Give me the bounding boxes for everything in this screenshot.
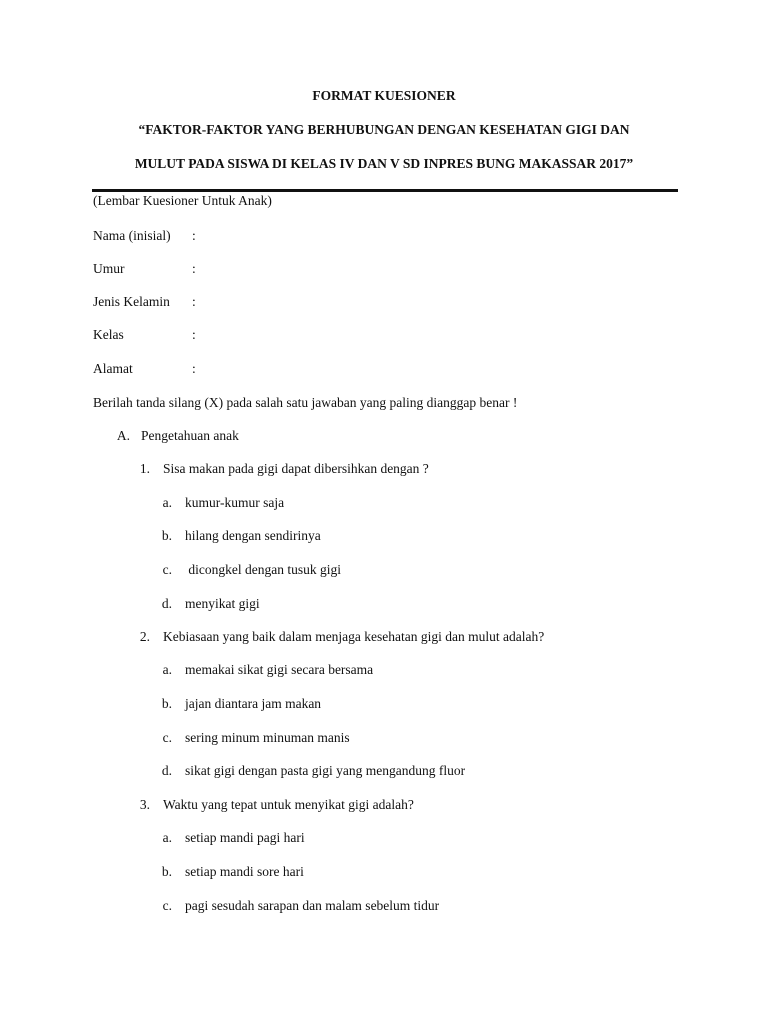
option-text: pagi sesudah sarapan dan malam sebelum tidur [185, 898, 440, 913]
study-title-line-1: “FAKTOR-FAKTOR YANG BERHUBUNGAN DENGAN KESEHATAN GIGI DAN [138, 122, 630, 137]
field-age-label: Umur [93, 261, 125, 276]
option-text: memakai sikat gigi secara bersama [185, 662, 374, 677]
section-title: Pengetahuan anak [141, 428, 239, 443]
question-text: Waktu yang tepat untuk menyikat gigi adalah? [163, 797, 414, 812]
section-marker: A. [116, 428, 130, 443]
option-marker: b. [161, 528, 172, 543]
option-text: kumur-kumur saja [185, 495, 285, 510]
option-marker: c. [162, 562, 172, 577]
field-gender-colon: : [192, 294, 196, 309]
option-marker: a. [162, 662, 172, 677]
question-number: 2. [139, 629, 150, 644]
option-text: hilang dengan sendirinya [185, 528, 321, 543]
field-address-label: Alamat [93, 361, 133, 376]
sheet-label: (Lembar Kuesioner Untuk Anak) [93, 193, 272, 208]
header-rule [92, 189, 678, 192]
option-text: sering minum minuman manis [185, 730, 350, 745]
study-title-line-2: MULUT PADA SISWA DI KELAS IV DAN V SD INPRES BUNG MAKASSAR 2017” [134, 156, 634, 171]
field-class-label: Kelas [93, 327, 124, 342]
option-text: dicongkel dengan tusuk gigi [185, 562, 341, 577]
option-marker: c. [162, 898, 172, 913]
option-marker: b. [161, 864, 172, 879]
question-text: Kebiasaan yang baik dalam menjaga kesehatan gigi dan mulut adalah? [163, 629, 545, 644]
question-number: 1. [139, 461, 150, 476]
question-text: Sisa makan pada gigi dapat dibersihkan dengan ? [163, 461, 429, 476]
option-text: sikat gigi dengan pasta gigi yang mengandung fluor [185, 763, 466, 778]
option-marker: a. [162, 830, 172, 845]
field-class-colon: : [192, 327, 196, 342]
option-text: menyikat gigi [185, 596, 260, 611]
field-gender-label: Jenis Kelamin [93, 294, 170, 309]
option-text: setiap mandi sore hari [185, 864, 304, 879]
option-text: setiap mandi pagi hari [185, 830, 305, 845]
option-marker: d. [161, 596, 172, 611]
question-number: 3. [139, 797, 150, 812]
option-marker: c. [162, 730, 172, 745]
option-text: jajan diantara jam makan [185, 696, 322, 711]
field-name-label: Nama (inisial) [93, 228, 171, 243]
field-address-colon: : [192, 361, 196, 376]
field-age-colon: : [192, 261, 196, 276]
option-marker: b. [161, 696, 172, 711]
option-marker: d. [161, 763, 172, 778]
field-name-colon: : [192, 228, 196, 243]
instruction-text: Berilah tanda silang (X) pada salah satu jawaban yang paling dianggap benar ! [93, 395, 518, 410]
option-marker: a. [162, 495, 172, 510]
format-title: FORMAT KUESIONER [312, 88, 456, 103]
